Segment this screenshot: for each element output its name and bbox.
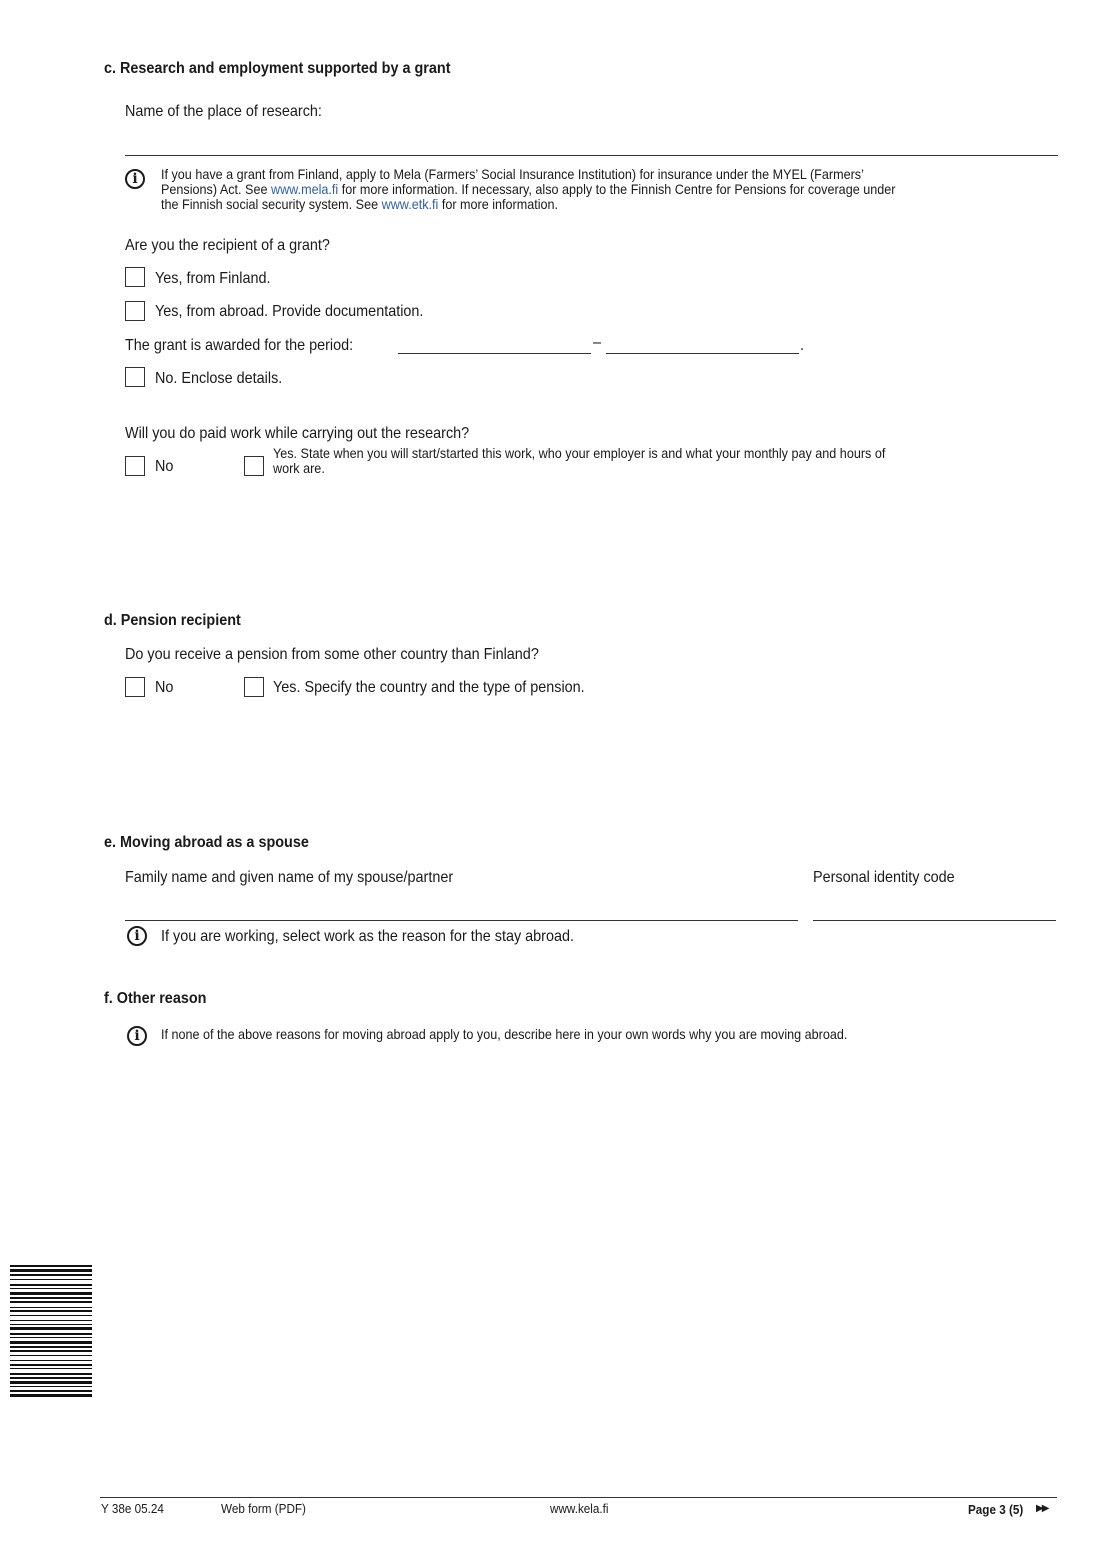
barcode-bar <box>10 1315 92 1316</box>
website-link[interactable]: www.kela.fi <box>550 1501 609 1516</box>
info-icon: i <box>127 926 147 946</box>
section-e-title: e. Moving abroad as a spouse <box>104 834 309 851</box>
grant-no-checkbox[interactable] <box>125 367 145 387</box>
barcode-bar <box>10 1381 92 1384</box>
barcode <box>10 1265 92 1521</box>
barcode-bar <box>10 1279 92 1280</box>
barcode-bar <box>10 1386 92 1387</box>
grant-info-line1: If you have a grant from Finland, apply to Mela (Farmers’ Social Insurance Institution) for insurance under the MYEL (Farmers’ <box>161 166 864 182</box>
paid-work-yes-label <box>273 446 1020 476</box>
section-f-title: f. Other reason <box>104 990 207 1007</box>
barcode-bar <box>10 1337 92 1338</box>
paid-work-no-label: No <box>155 458 174 475</box>
grant-info-line3-a: the Finnish social security system. See <box>161 196 382 212</box>
form-code: Y 38e 05.24 <box>101 1501 164 1516</box>
page-number: Page 3 (5) <box>968 1502 1024 1517</box>
barcode-bar <box>10 1297 92 1299</box>
footer-rule <box>100 1497 1057 1498</box>
barcode-bar <box>10 1350 92 1352</box>
barcode-bar <box>10 1360 92 1361</box>
grant-no-label: No. Enclose details. <box>155 370 283 387</box>
barcode-bar <box>10 1390 92 1392</box>
section-c-title: c. Research and employment supported by a grant <box>104 60 451 77</box>
grant-finland-checkbox[interactable] <box>125 267 145 287</box>
section-d-title: d. Pension recipient <box>104 612 241 629</box>
barcode-bar <box>10 1269 92 1272</box>
barcode-bar <box>10 1307 92 1308</box>
paid-work-no-checkbox[interactable] <box>125 456 145 476</box>
barcode-bar <box>10 1288 92 1289</box>
next-page-icon[interactable]: ▶▶ <box>1036 1503 1048 1514</box>
grant-period-label: The grant is awarded for the period: <box>125 337 354 354</box>
grant-info-line2-b: for more information. If necessary, also apply to the Finnish Centre for Pensions for coverage under <box>338 181 896 197</box>
personal-identity-code-label: Personal identity code <box>813 869 955 886</box>
barcode-bar <box>10 1301 92 1303</box>
barcode-bar <box>10 1284 92 1286</box>
grant-period-end-dot: . <box>800 337 805 354</box>
grant-info-line3 <box>161 197 1052 212</box>
spouse-info-text: If you are working, select work as the reason for the stay abroad. <box>161 928 575 945</box>
paid-work-yes-checkbox[interactable] <box>244 456 264 476</box>
mela-link[interactable]: www.mela.fi <box>270 181 339 197</box>
barcode-bar <box>10 1292 92 1295</box>
barcode-bar <box>10 1364 92 1366</box>
grant-period-start-field[interactable] <box>398 353 591 354</box>
grant-period-dash: – <box>593 334 602 351</box>
barcode-bar <box>10 1265 92 1267</box>
spouse-name-label: Family name and given name of my spouse/partner <box>125 869 454 886</box>
grant-question: Are you the recipient of a grant? <box>125 237 330 254</box>
grant-info-line3-b: for more information. <box>438 196 559 212</box>
paid-work-yes-line2: work are. <box>273 460 325 476</box>
pension-no-checkbox[interactable] <box>125 677 145 697</box>
info-icon: i <box>125 169 145 189</box>
grant-abroad-checkbox[interactable] <box>125 301 145 321</box>
barcode-bar <box>10 1310 92 1312</box>
grant-abroad-label: Yes, from abroad. Provide documentation. <box>155 303 424 320</box>
pension-no-label: No <box>155 679 174 696</box>
barcode-bar <box>10 1333 92 1335</box>
pension-yes-checkbox[interactable] <box>244 677 264 697</box>
barcode-bar <box>10 1373 92 1375</box>
form-type: Web form (PDF) <box>221 1501 306 1516</box>
info-icon: i <box>127 1026 147 1046</box>
personal-identity-code-field[interactable] <box>813 920 1056 921</box>
barcode-bar <box>10 1355 92 1356</box>
paid-work-yes-line1: Yes. State when you will start/started this work, who your employer is and what your monthly pay and hours of <box>273 445 886 461</box>
barcode-bar <box>10 1394 92 1397</box>
barcode-bar <box>10 1341 92 1344</box>
grant-info-line2-a: Pensions) Act. See <box>161 181 271 197</box>
etk-link[interactable]: www.etk.fi <box>381 196 439 212</box>
grant-info-text <box>161 167 1052 212</box>
grant-period-end-field[interactable] <box>606 353 799 354</box>
barcode-bar <box>10 1368 92 1369</box>
place-of-research-field[interactable] <box>125 155 1058 156</box>
barcode-bar <box>10 1377 92 1379</box>
grant-finland-label: Yes, from Finland. <box>155 270 271 287</box>
barcode-bar <box>10 1346 92 1348</box>
spouse-name-field[interactable] <box>125 920 798 921</box>
barcode-bar <box>10 1324 92 1325</box>
other-reason-info-text: If none of the above reasons for moving abroad apply to you, describe here in your own words why you are moving abroad. <box>161 1026 848 1042</box>
grant-info-line2 <box>161 182 1052 197</box>
pension-yes-label: Yes. Specify the country and the type of pension. <box>273 679 585 696</box>
barcode-bar <box>10 1327 92 1330</box>
barcode-bar <box>10 1320 92 1321</box>
paid-work-question: Will you do paid work while carrying out the research? <box>125 425 470 442</box>
place-of-research-label: Name of the place of research: <box>125 103 322 120</box>
pension-question: Do you receive a pension from some other country than Finland? <box>125 646 539 663</box>
barcode-bar <box>10 1274 92 1276</box>
